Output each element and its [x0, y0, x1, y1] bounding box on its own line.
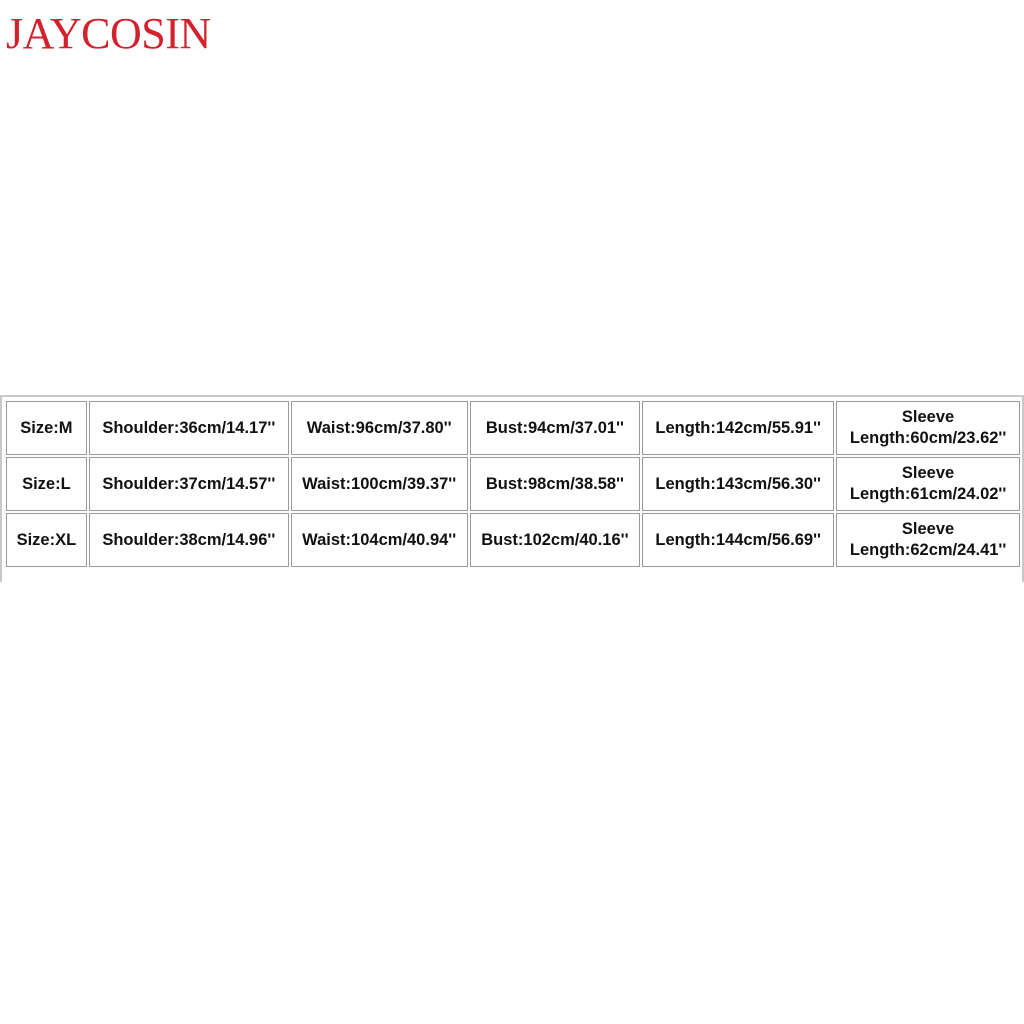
waist-cell: Waist:96cm/37.80'' [291, 401, 468, 455]
size-table [4, 399, 1022, 569]
sleeve-value: Length:61cm/24.02'' [849, 485, 1007, 503]
size-cell: Size:M [6, 401, 87, 455]
table-row [6, 513, 1020, 567]
shoulder-cell: Shoulder:38cm/14.96'' [89, 513, 289, 567]
sleeve-label: Sleeve [901, 520, 955, 538]
sleeve-value: Length:62cm/24.41'' [849, 541, 1007, 559]
sleeve-value: Length:60cm/23.62'' [849, 429, 1007, 447]
bust-cell: Bust:102cm/40.16'' [470, 513, 641, 567]
size-chart [0, 395, 1024, 582]
bust-cell: Bust:94cm/37.01'' [470, 401, 641, 455]
bust-cell: Bust:98cm/38.58'' [470, 457, 641, 511]
table-row [6, 457, 1020, 511]
size-cell: Size:L [6, 457, 87, 511]
sleeve-label: Sleeve [901, 464, 955, 482]
waist-cell: Waist:104cm/40.94'' [291, 513, 468, 567]
table-row [6, 401, 1020, 455]
length-cell: Length:144cm/56.69'' [642, 513, 834, 567]
length-cell: Length:142cm/55.91'' [642, 401, 834, 455]
sleeve-cell [836, 401, 1020, 455]
shoulder-cell: Shoulder:37cm/14.57'' [89, 457, 289, 511]
sleeve-cell [836, 513, 1020, 567]
sleeve-label: Sleeve [901, 408, 955, 426]
length-cell: Length:143cm/56.30'' [642, 457, 834, 511]
waist-cell: Waist:100cm/39.37'' [291, 457, 468, 511]
shoulder-cell: Shoulder:36cm/14.17'' [89, 401, 289, 455]
sleeve-cell [836, 457, 1020, 511]
size-cell: Size:XL [6, 513, 87, 567]
brand-logo: JAYCOSIN [6, 9, 211, 58]
